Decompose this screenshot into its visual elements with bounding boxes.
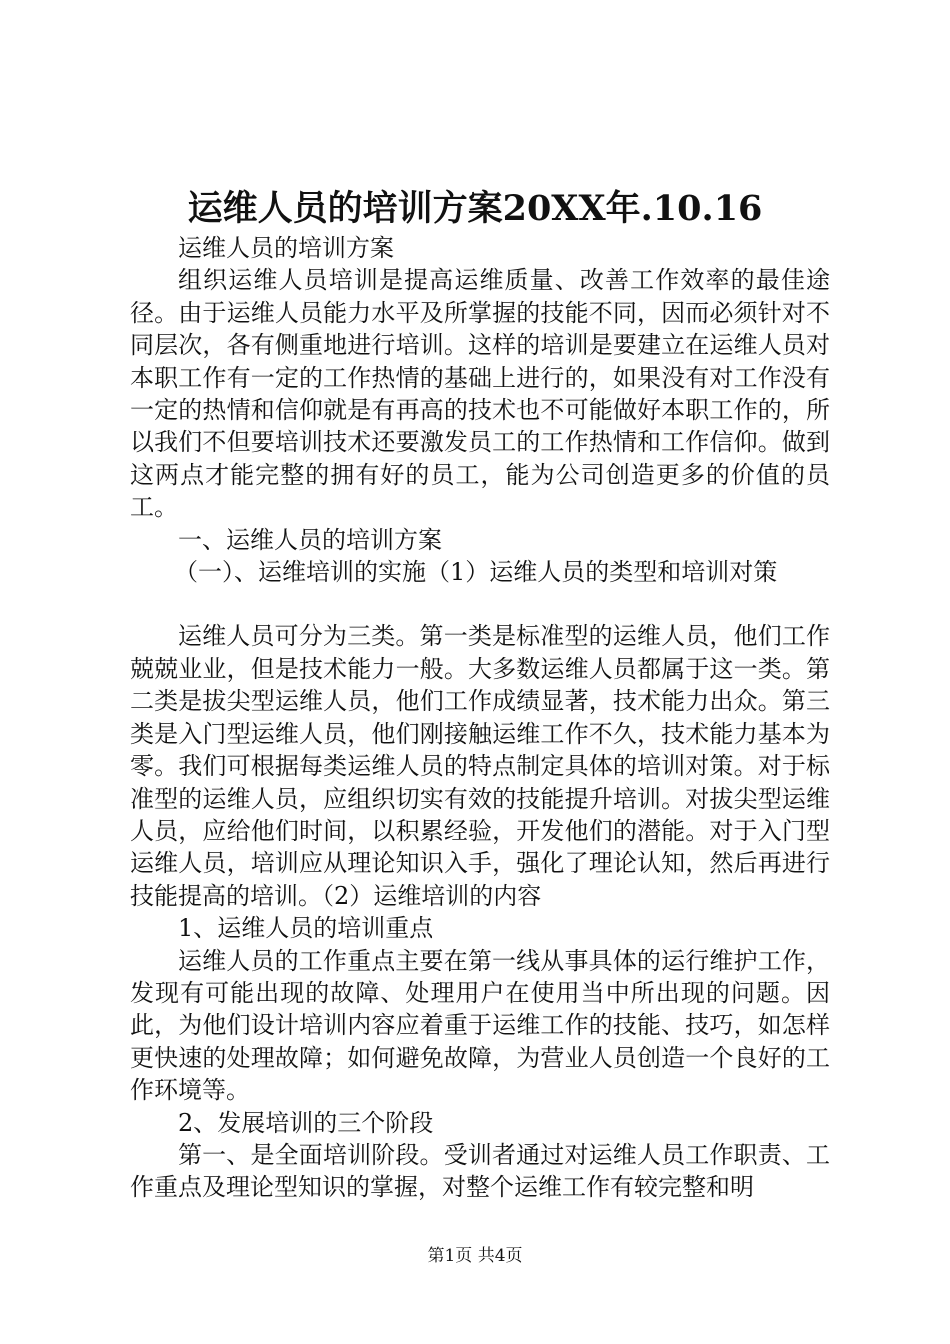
- page-footer: 第1页 共4页: [427, 1246, 523, 1266]
- paragraph-types: 运维人员可分为三类。第一类是标准型的运维人员，他们工作兢兢业业，但是技术能力一般。大多数运维人员都属于这一类。第二类是拔尖型运维人员，他们工作成绩显著，技术能力出众。第三类是入门型运维人员，他们刚接触运维工作不久，技术能力基本为零。我们可根据每类运维人员的特点制定具体的培训对策。对于标准型的运维人员，应组织切实有效的技能提升培训。对拔尖型运维人员，应给他们时间，以积累经验，开发他们的潜能。对于入门型运维人员，培训应从理论知识入手，强化了理论认知，然后再进行技能提高的培训。（2）运维培训的内容: [130, 622, 830, 910]
- paragraph-stage-1: 第一、是全面培训阶段。受训者通过对运维人员工作职责、工作重点及理论型知识的掌握，对整个运维工作有较完整和明: [130, 1140, 830, 1202]
- paragraph-subtitle: 运维人员的培训方案: [178, 234, 394, 262]
- paragraph-intro: 组织运维人员培训是提高运维质量、改善工作效率的最佳途径。由于运维人员能力水平及所掌握的技能不同，因而必须针对不同层次，各有侧重地进行培训。这样的培训是要建立在运维人员对本职工作有一定的工作热情的基础上进行的，如果没有对工作没有一定的热情和信仰就是有再高的技术也不可能做好本职工作的，所以我们不但要培训技术还要激发员工的工作热情和工作信仰。做到这两点才能完整的拥有好的员工，能为公司创造更多的价值的员工。: [130, 266, 830, 522]
- document-title: 运维人员的培训方案20XX年.10.16: [187, 188, 763, 229]
- paragraph-focus: 运维人员的工作重点主要在第一线从事具体的运行维护工作，发现有可能出现的故障、处理用户在使用当中所出现的问题。因此，为他们设计培训内容应着重于运维工作的技能、技巧，如怎样更快速的处理故障；如何避免故障，为营业人员创造一个良好的工作环境等。: [130, 946, 830, 1105]
- item-heading-2: 2、发展培训的三个阶段: [178, 1108, 434, 1137]
- subsection-heading-1: （一）、运维培训的实施（1）运维人员的类型和培训对策: [174, 558, 778, 587]
- item-heading-1: 1、运维人员的培训重点: [178, 914, 434, 943]
- paragraph-gap: [130, 588, 830, 620]
- section-heading-1: 一、运维人员的培训方案: [178, 525, 442, 554]
- document-body: [130, 232, 830, 1204]
